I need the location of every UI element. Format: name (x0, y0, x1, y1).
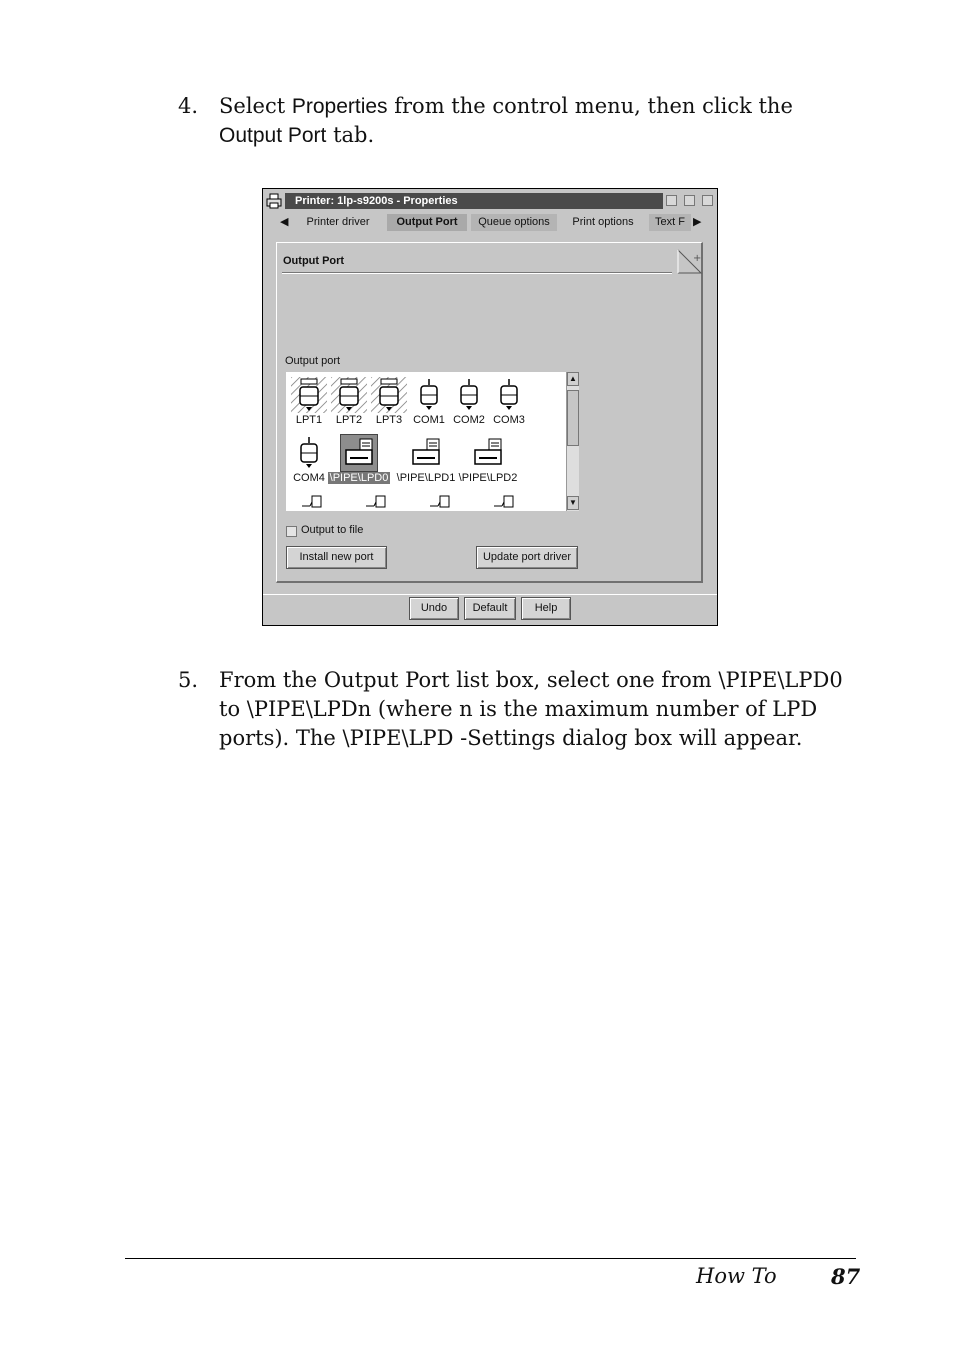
tab-print-options[interactable]: Print options (572, 216, 634, 228)
window-title: Printer: 1lp-s9200s - Properties (285, 193, 663, 209)
scroll-down-icon[interactable]: ▼ (567, 496, 579, 510)
undo-button[interactable]: Undo (409, 597, 459, 620)
scroll-up-icon[interactable]: ▲ (567, 372, 579, 386)
scroll-thumb[interactable] (567, 390, 579, 446)
network-printer-icon (340, 434, 378, 472)
default-button[interactable]: Default (464, 597, 516, 620)
pipe-port-icon (302, 494, 322, 511)
page-title: Output Port (283, 255, 345, 267)
hide-button[interactable] (666, 195, 677, 206)
step-text: Select Properties from the control menu, then click the Output Port tab. (219, 94, 793, 147)
output-to-file-checkbox[interactable] (286, 526, 297, 537)
step-text: From the Output Port list box, select one from \PIPE\LPD0 to \PIPE\LPDn (where n is the maximum number of LPD ports). The \PIPE\LPD -Settings dialog box will appear. (219, 668, 843, 750)
page-number: 87 (831, 1264, 861, 1289)
page-corner-icon[interactable] (677, 249, 703, 275)
update-port-driver-button[interactable]: Update port driver (476, 546, 578, 569)
output-port-page (276, 242, 703, 583)
pipe-port-icon (366, 494, 386, 511)
ui-term-properties: Properties (291, 95, 388, 118)
footer-rule (125, 1258, 856, 1259)
port-item[interactable]: COM2 (439, 376, 499, 426)
tab-queue-options[interactable]: Queue options (471, 214, 557, 231)
tab-output-port[interactable]: Output Port (387, 214, 467, 231)
tab-scroll-left-icon[interactable]: ◀ (280, 216, 289, 228)
port-item[interactable]: COM4 (286, 434, 339, 484)
network-printer-icon (407, 434, 445, 472)
title-bar (265, 193, 715, 210)
step-number: 5. (178, 668, 199, 692)
page-title-divider (282, 272, 672, 274)
port-item[interactable]: COM3 (479, 376, 539, 426)
svg-text:+: + (693, 253, 702, 264)
properties-window (262, 188, 718, 626)
pipe-port-icon (430, 494, 450, 511)
port-item[interactable]: COM1 (399, 376, 459, 426)
button-bar-divider (263, 594, 717, 595)
port-item[interactable]: LPT2 (319, 376, 379, 426)
pipe-port-icon (494, 494, 514, 511)
network-printer-icon (469, 434, 507, 472)
printer-icon[interactable] (266, 193, 282, 209)
port-item[interactable]: LPT1 (286, 376, 339, 426)
port-item[interactable]: \PIPE\LPD2 (456, 434, 520, 484)
step-number: 4. (178, 94, 199, 118)
tab-printer-driver[interactable]: Printer driver (306, 216, 370, 228)
port-item[interactable]: LPT3 (359, 376, 419, 426)
port-item-selected[interactable]: \PIPE\LPD0 (323, 434, 395, 484)
install-new-port-button[interactable]: Install new port (286, 546, 387, 569)
port-item[interactable]: \PIPE\LPD1 (394, 434, 458, 484)
help-button[interactable]: Help (521, 597, 571, 620)
serial-port-icon (490, 376, 528, 414)
maximize-button[interactable] (702, 195, 713, 206)
tab-text-f[interactable]: Text F (649, 214, 691, 231)
port-list-scrollbar[interactable] (566, 372, 579, 511)
tab-scroll-right-icon[interactable]: ▶ (693, 216, 702, 228)
output-to-file-label: Output to file (301, 524, 364, 536)
footer-section-title: How To (696, 1264, 777, 1288)
output-port-label: Output port (285, 355, 341, 367)
output-port-listbox[interactable] (286, 372, 566, 511)
tab-row (265, 212, 715, 232)
ui-term-output-port: Output Port (219, 124, 327, 147)
restore-button[interactable] (684, 195, 695, 206)
